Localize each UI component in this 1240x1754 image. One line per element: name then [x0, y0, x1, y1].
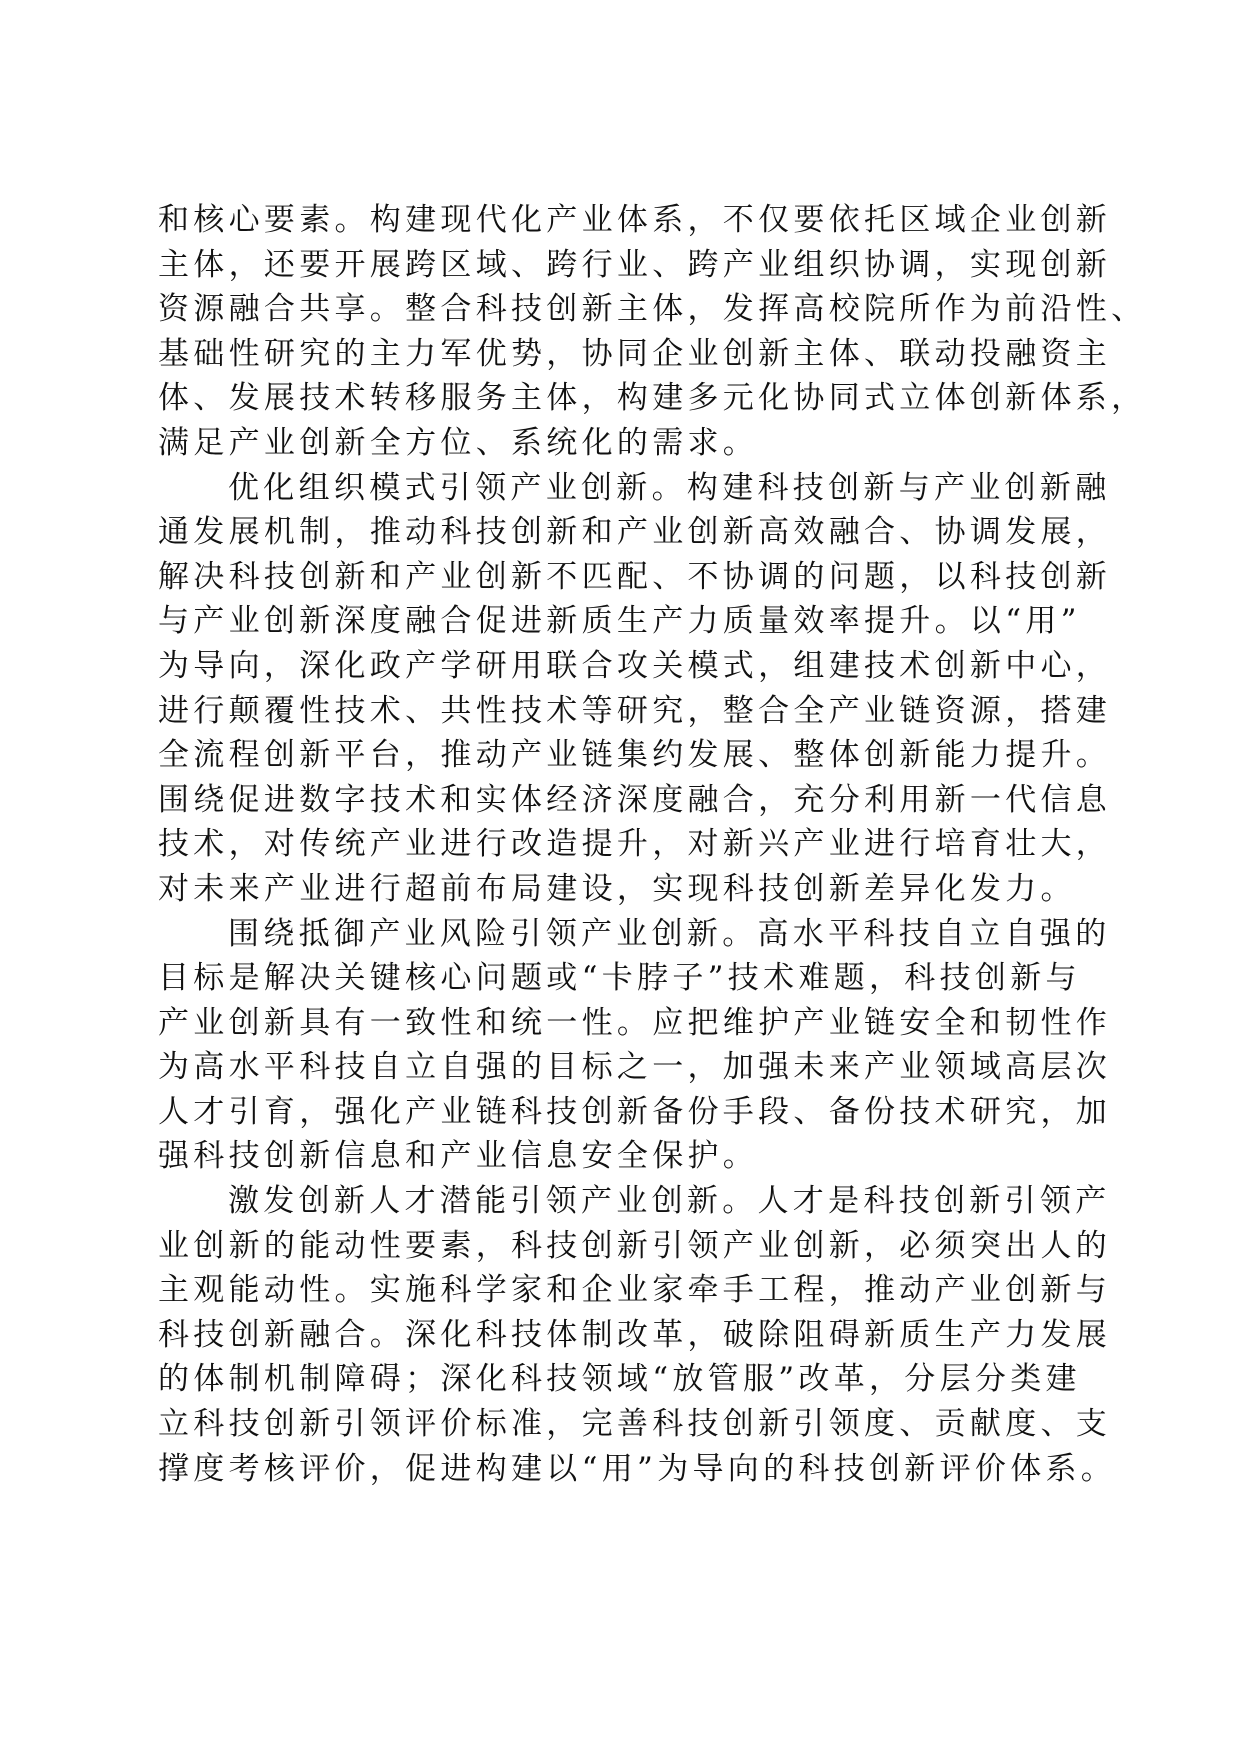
text-line: 与产业创新深度融合促进新质生产力质量效率提升。以“用” [158, 603, 1081, 640]
text-line: 全流程创新平台，推动产业链集约发展、整体创新能力提升。 [158, 737, 1112, 774]
text-line: 满足产业创新全方位、系统化的需求。 [158, 424, 759, 461]
text-line: 主体，还要开展跨区域、跨行业、跨产业组织协调，实现创新 [158, 246, 1112, 283]
text-line: 优化组织模式引领产业创新。构建科技创新与产业创新融 [228, 469, 1111, 506]
text-line: 资源融合共享。整合科技创新主体，发挥高校院所作为前沿性、 [158, 291, 1147, 328]
text-line: 为高水平科技自立自强的目标之一，加强未来产业领域高层次 [158, 1049, 1112, 1086]
text-line: 撑度考核评价，促进构建以“用”为导向的科技创新评价体系。 [158, 1450, 1117, 1487]
text-line: 目标是解决关键核心问题或“卡脖子”技术难题，科技创新与 [158, 960, 1081, 997]
text-line: 主观能动性。实施科学家和企业家牵手工程，推动产业创新与 [158, 1272, 1112, 1309]
text-line: 进行颠覆性技术、共性技术等研究，整合全产业链资源，搭建 [158, 692, 1112, 729]
text-line: 业创新的能动性要素，科技创新引领产业创新，必须突出人的 [158, 1227, 1112, 1264]
paragraph-4 [158, 1179, 1117, 1491]
text-line: 围绕抵御产业风险引领产业创新。高水平科技自立自强的 [228, 915, 1111, 952]
text-line: 基础性研究的主力军优势，协同企业创新主体、联动投融资主 [158, 335, 1112, 372]
paragraph-3 [158, 912, 1112, 1180]
text-line: 的体制机制障碍；深化科技领域“放管服”改革，分层分类建 [158, 1361, 1081, 1398]
text-line: 人才引育，强化产业链科技创新备份手段、备份技术研究，加 [158, 1093, 1112, 1130]
text-line: 和核心要素。构建现代化产业体系，不仅要依托区域企业创新 [158, 202, 1112, 238]
paragraph-2 [158, 466, 1112, 912]
text-line: 为导向，深化政产学研用联合攻关模式，组建技术创新中心， [158, 647, 1112, 684]
text-line: 强科技创新信息和产业信息安全保护。 [158, 1138, 759, 1175]
text-line: 科技创新融合。深化科技体制改革，破除阻碍新质生产力发展 [158, 1316, 1112, 1353]
text-line: 立科技创新引领评价标准，完善科技创新引领度、贡献度、支 [158, 1406, 1112, 1443]
text-line: 对未来产业进行超前布局建设，实现科技创新差异化发力。 [158, 870, 1076, 907]
text-line: 通发展机制，推动科技创新和产业创新高效融合、协调发展， [158, 514, 1112, 551]
paragraph-1 [158, 198, 1147, 466]
text-line: 激发创新人才潜能引领产业创新。人才是科技创新引领产 [228, 1183, 1111, 1220]
text-line: 技术，对传统产业进行改造提升，对新兴产业进行培育壮大， [158, 826, 1112, 863]
text-line: 体、发展技术转移服务主体，构建多元化协同式立体创新体系， [158, 380, 1147, 417]
body-text [158, 198, 1147, 1491]
text-line: 围绕促进数字技术和实体经济深度融合，充分利用新一代信息 [158, 781, 1112, 818]
text-line: 产业创新具有一致性和统一性。应把维护产业链安全和韧性作 [158, 1004, 1112, 1041]
text-line: 解决科技创新和产业创新不匹配、不协调的问题，以科技创新 [158, 558, 1112, 595]
